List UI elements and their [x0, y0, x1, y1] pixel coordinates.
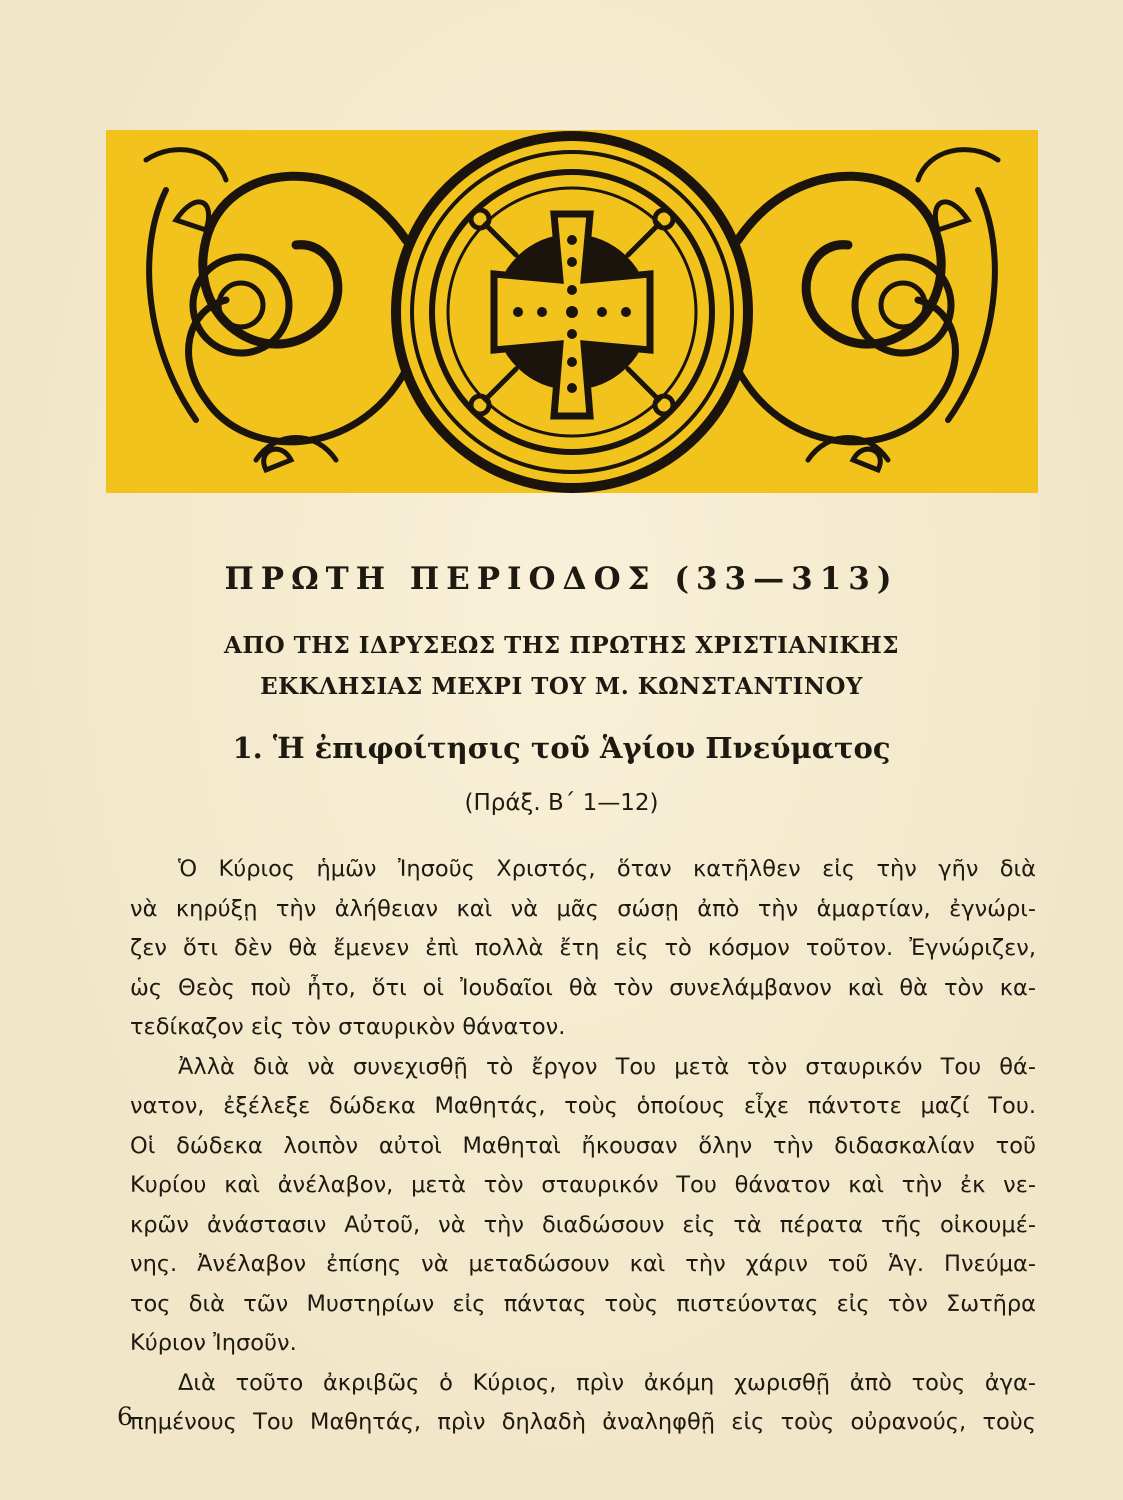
text-line: κρῶν ἀνάστασιν Αὐτοῦ, νὰ τὴν διαδώσουν εἰς τὰ πέρατα τῆς οἰκουμέ-: [130, 1211, 1036, 1238]
text-line: πημένους Του Μαθητάς, πρὶν δηλαδὴ ἀναληφθῇ εἰς τοὺς οὐρανούς, τοὺς: [130, 1409, 1036, 1435]
byzantine-cross-ornament-icon: [106, 130, 1038, 493]
text-line: τεδίκαζον εἰς τὸν σταυρικὸν θάνατον.: [130, 1014, 566, 1040]
body-text: [130, 850, 1036, 1443]
text-line: Διὰ τοῦτο ἀκριβῶς ὁ Κύριος, πρὶν ἀκόμη χωρισθῇ ἀπὸ τοὺς ἀγα-: [178, 1369, 1036, 1396]
text-line: ὡς Θεὸς ποὺ ἦτο, ὅτι οἱ Ἰουδαῖοι θὰ τὸν συνελάμβανον καὶ θὰ τὸν κα-: [130, 974, 1036, 1001]
text-line: Ὁ Κύριος ἡμῶν Ἰησοῦς Χριστός, ὅταν κατῆλθεν εἰς τὴν γῆν διὰ: [178, 856, 1036, 882]
scripture-reference: (Πράξ. Β΄ 1—12): [464, 790, 659, 816]
subtitle-line-1: ΑΠΟ ΤΗΣ ΙΔΡΥΣΕΩΣ ΤΗΣ ΠΡΩΤΗΣ ΧΡΙΣΤΙΑΝΙΚΗΣ: [224, 632, 899, 659]
subtitle-line-2: ΕΚΚΛΗΣΙΑΣ ΜΕΧΡΙ ΤΟΥ Μ. ΚΩΝΣΤΑΝΤΙΝΟΥ: [260, 673, 863, 700]
ornamental-banner: [106, 130, 1038, 493]
text-line: ζεν ὅτι δὲν θὰ ἔμενεν ἐπὶ πολλὰ ἔτη εἰς τὸ κόσμον τοῦτον. Ἐγνώριζεν,: [130, 935, 1036, 961]
text-line: Ἀλλὰ διὰ νὰ συνεχισθῇ τὸ ἔργον Του μετὰ τὸν σταυρικόν Του θά-: [178, 1053, 1036, 1080]
section-title: 1. Ἡ ἐπιφοίτησις τοῦ Ἁγίου Πνεύματος: [232, 731, 891, 765]
text-line: τος διὰ τῶν Μυστηρίων εἰς πάντας τοὺς πιστεύοντας εἰς τὸν Σωτῆρα: [130, 1290, 1036, 1317]
text-line: νης. Ἀνέλαβον ἐπίσης νὰ μεταδώσουν καὶ τὴν χάριν τοῦ Ἁγ. Πνεύμα-: [130, 1251, 1036, 1277]
text-line: Κυρίου καὶ ἀνέλαβον, μετὰ τὸν σταυρικόν Του θάνατον καὶ τὴν ἐκ νε-: [130, 1172, 1036, 1198]
text-line: Κύριον Ἰησοῦν.: [130, 1330, 297, 1356]
text-line: νατον, ἐξέλεξε δώδεκα Μαθητάς, τοὺς ὁποίους εἶχε πάντοτε μαζί Του.: [130, 1093, 1036, 1119]
text-line: Οἱ δώδεκα λοιπὸν αὐτοὶ Μαθηταὶ ἤκουσαν ὅλην τὴν διδασκαλίαν τοῦ: [130, 1132, 1036, 1159]
text-line: νὰ κηρύξῃ τὴν ἀλήθειαν καὶ νὰ μᾶς σώσῃ ἀπὸ τὴν ἁμαρτίαν, ἐγνώρι-: [130, 895, 1036, 922]
page-number: 6: [117, 1402, 133, 1431]
period-title: ΠΡΩΤΗ ΠΕΡΙΟΔΟΣ (33—313): [224, 561, 899, 597]
